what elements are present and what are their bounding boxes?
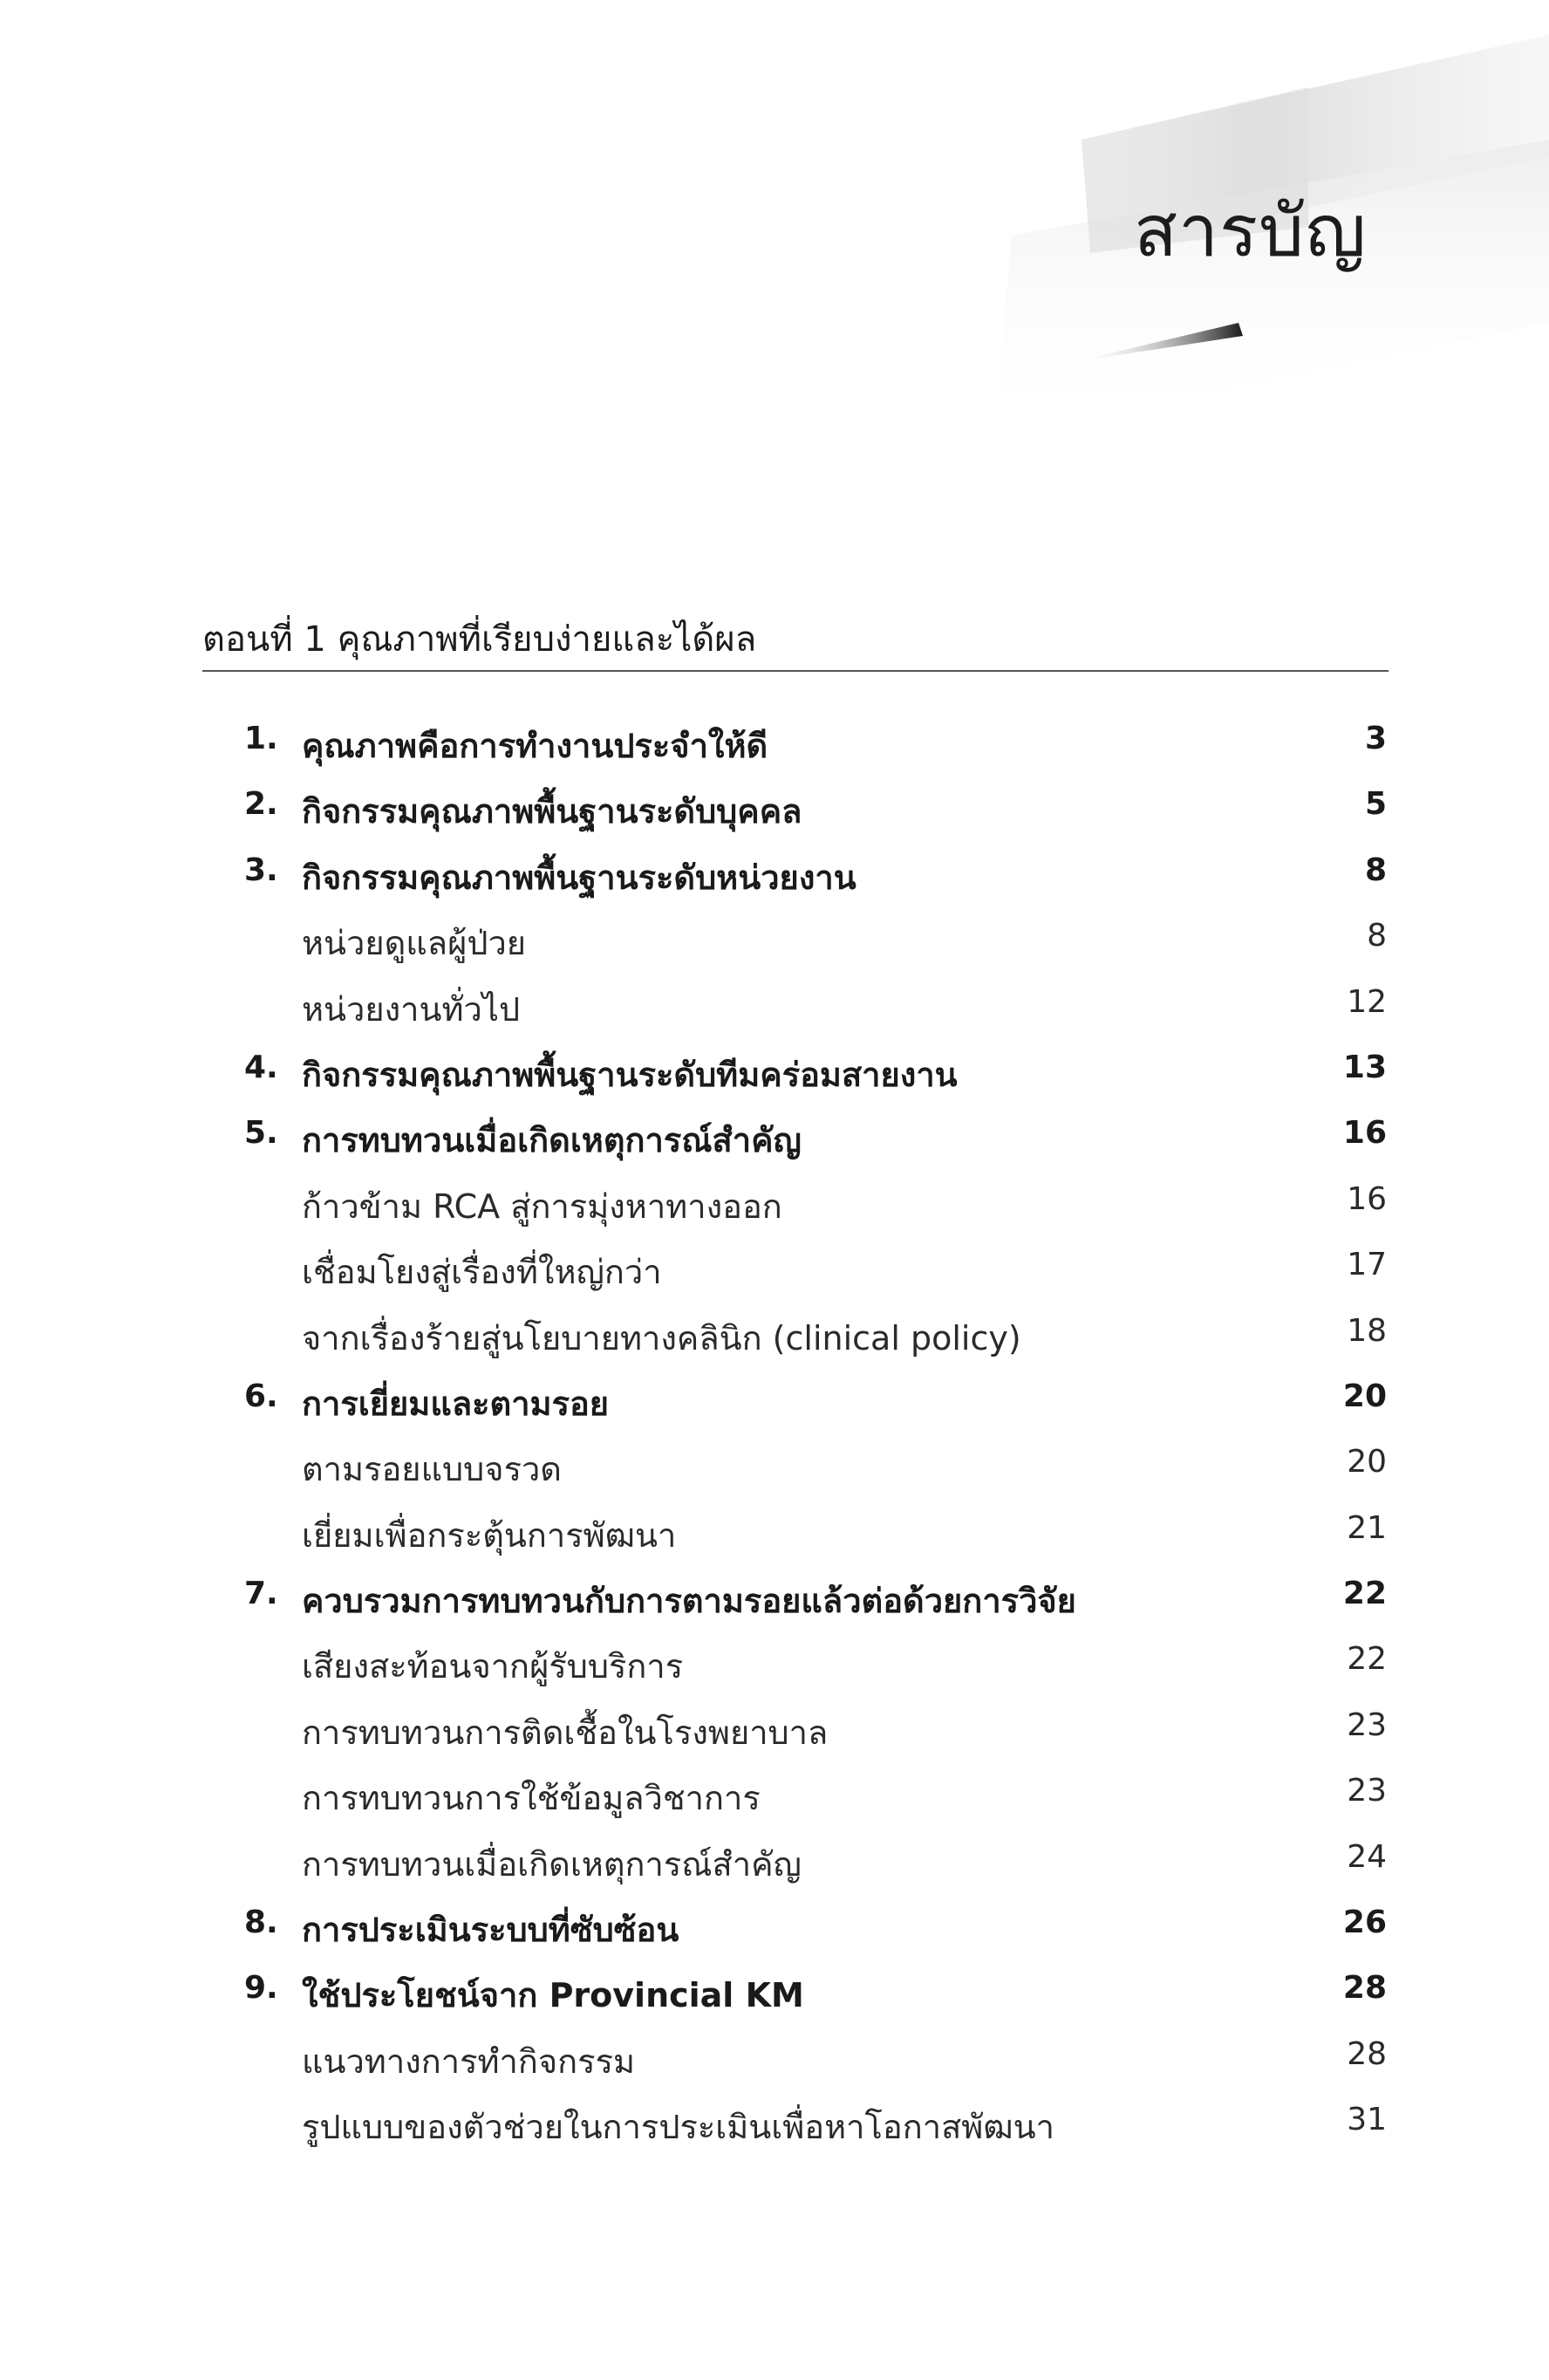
entry-title: การทบทวนเมื่อเกิดเหตุการณ์สำคัญ [302, 1121, 802, 1160]
entry-title: ใช้ประโยชน์จาก Provincial KM [302, 1976, 804, 2015]
page-title: สารบัญ [1134, 190, 1368, 273]
subentry-title: รูปแบบของตัวช่วยในการประเมินเพื่อหาโอกาสพัฒนา [302, 2108, 1054, 2147]
toc-subentry[interactable] [244, 1761, 1387, 1826]
entry-number: 7. [244, 1576, 278, 1612]
entry-title: การประเมินระบบที่ซับซ้อน [302, 1911, 679, 1950]
toc-subentry[interactable] [244, 1234, 1387, 1300]
entry-number: 2. [244, 786, 278, 823]
toc-entry[interactable] [244, 1892, 1387, 1958]
subentry-title: เชื่อมโยงสู่เรื่องที่ใหญ่กว่า [302, 1253, 662, 1292]
entry-page: 22 [1342, 1576, 1387, 1612]
subentry-page: 8 [1367, 918, 1387, 954]
toc-subentry[interactable] [244, 1169, 1387, 1234]
entry-title: กิจกรรมคุณภาพพื้นฐานระดับบุคคล [302, 792, 802, 831]
entry-page: 26 [1342, 1905, 1387, 1941]
subentry-title: การทบทวนเมื่อเกิดเหตุการณ์สำคัญ [302, 1844, 802, 1884]
toc-entry[interactable] [244, 1563, 1387, 1629]
subentry-page: 18 [1347, 1312, 1387, 1349]
subentry-page: 24 [1347, 1838, 1387, 1875]
subentry-title: หน่วยงานทั่วไป [302, 989, 521, 1029]
subentry-page: 23 [1347, 1773, 1387, 1809]
part-divider [202, 670, 1389, 672]
entry-page: 3 [1364, 721, 1387, 756]
entry-number: 9. [244, 1970, 278, 2007]
subentry-page: 23 [1347, 1706, 1387, 1743]
toc-list [244, 708, 1387, 2156]
entry-title: คุณภาพคือการทำงานประจำให้ดี [302, 727, 768, 765]
subentry-title: เยี่ยมเพื่อกระตุ้นการพัฒนา [302, 1515, 677, 1555]
toc-subentry[interactable] [244, 972, 1387, 1037]
toc-entry[interactable] [244, 840, 1387, 906]
entry-number: 6. [244, 1378, 278, 1414]
toc-subentry[interactable] [244, 1498, 1387, 1563]
subentry-title: หน่วยดูแลผู้ป่วย [302, 924, 527, 963]
entry-page: 28 [1342, 1970, 1387, 2007]
toc-entry[interactable] [244, 708, 1387, 774]
entry-number: 3. [244, 851, 278, 888]
entry-page: 13 [1342, 1049, 1387, 1085]
toc-entry[interactable] [244, 1103, 1387, 1168]
entry-page: 16 [1342, 1115, 1387, 1152]
subentry-page: 31 [1347, 2102, 1387, 2138]
entry-title: การเยี่ยมและตามรอย [302, 1384, 610, 1423]
subentry-title: การทบทวนการติดเชื้อในโรงพยาบาล [302, 1713, 829, 1752]
entry-number: 8. [244, 1905, 278, 1941]
entry-page: 8 [1364, 851, 1387, 888]
subentry-page: 16 [1347, 1180, 1387, 1217]
subentry-title: ก้าวข้าม RCA สู่การมุ่งหาทางออก [302, 1187, 782, 1226]
toc-subentry[interactable] [244, 2024, 1387, 2089]
subentry-title: จากเรื่องร้ายสู่นโยบายทางคลินิก (clinical policy) [302, 1318, 1021, 1358]
toc-subentry[interactable] [244, 1695, 1387, 1761]
toc-entry[interactable] [244, 1037, 1387, 1103]
subentry-page: 21 [1347, 1509, 1387, 1546]
entry-title: กิจกรรมคุณภาพพื้นฐานระดับทีมคร่อมสายงาน [302, 1055, 958, 1094]
toc-subentry[interactable] [244, 1827, 1387, 1892]
entry-title: ควบรวมการทบทวนกับการตามรอยแล้วต่อด้วยการวิจัย [302, 1582, 1076, 1621]
subentry-page: 22 [1347, 1641, 1387, 1678]
entry-page: 5 [1364, 786, 1387, 823]
subentry-title: เสียงสะท้อนจากผู้รับบริการ [302, 1647, 684, 1686]
subentry-title: แนวทางการทำกิจกรรม [302, 2041, 636, 2081]
subentry-page: 12 [1347, 983, 1387, 1020]
subentry-page: 20 [1347, 1444, 1387, 1481]
toc-subentry[interactable] [244, 2089, 1387, 2155]
toc-subentry[interactable] [244, 906, 1387, 971]
toc-subentry[interactable] [244, 1432, 1387, 1497]
subentry-page: 17 [1347, 1247, 1387, 1283]
toc-entry[interactable] [244, 1366, 1387, 1432]
entry-title: กิจกรรมคุณภาพพื้นฐานระดับหน่วยงาน [302, 858, 856, 897]
toc-subentry[interactable] [244, 1629, 1387, 1694]
entry-number: 1. [244, 721, 278, 756]
toc-subentry[interactable] [244, 1301, 1387, 1366]
subentry-title: การทบทวนการใช้ข้อมูลวิชาการ [302, 1779, 761, 1818]
entry-page: 20 [1342, 1378, 1387, 1414]
part-heading: ตอนที่ 1 คุณภาพที่เรียบง่ายและได้ผล [202, 619, 757, 660]
toc-entry[interactable] [244, 1958, 1387, 2023]
entry-number: 4. [244, 1049, 278, 1085]
toc-entry[interactable] [244, 774, 1387, 839]
subentry-page: 28 [1347, 2035, 1387, 2072]
subentry-title: ตามรอยแบบจรวด [302, 1450, 562, 1489]
entry-number: 5. [244, 1115, 278, 1152]
